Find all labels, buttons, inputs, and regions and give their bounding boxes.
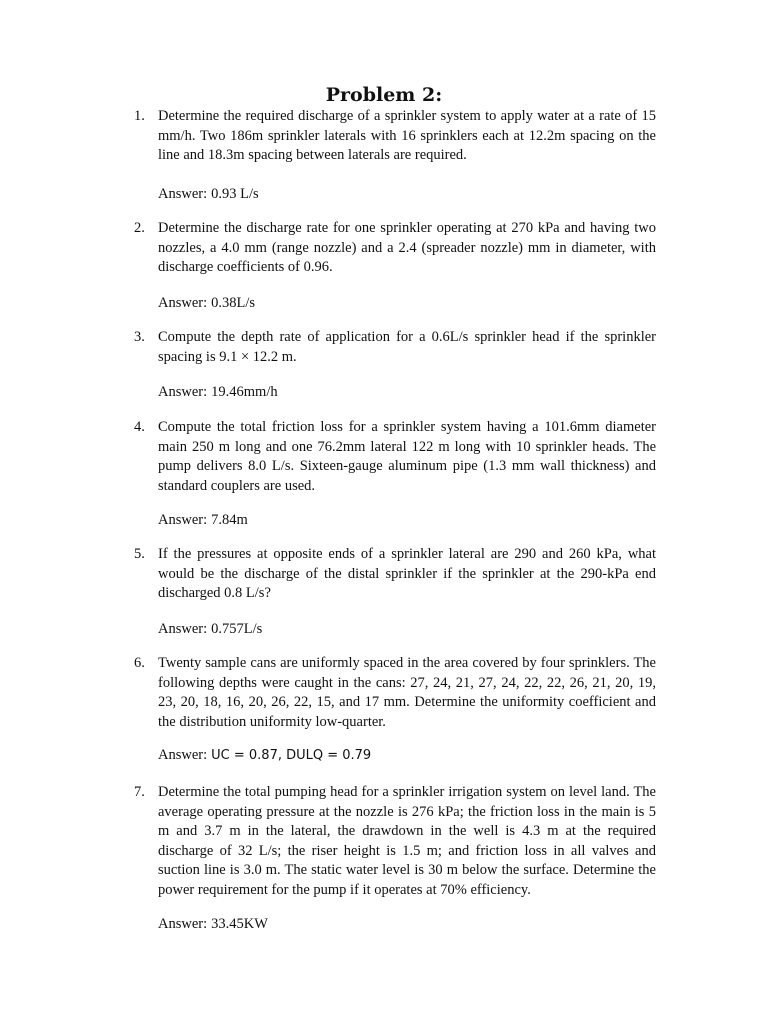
answer-value: 0.38L/s — [211, 295, 256, 311]
page-title: Problem 2: — [325, 84, 443, 106]
problem-text: Twenty sample cans are uniformly spaced in the area covered by four sprinklers. The following depths were caught in the cans: 27, 24, 21, 27, 24, 22, 22, 26, 21, 20, 19, 23, 20, 18, 16, 20, 26, 22, 15, and 17 mm. Determine the uniformity coefficient and the distribution uniformity low-quarter. — [158, 655, 656, 730]
problem-text: Compute the depth rate of application for a 0.6L/s sprinkler head if the sprinkler spacing is 9.1 × 12.2 m. — [158, 329, 656, 365]
answer-label: Answer: — [158, 916, 208, 932]
answer-label: Answer: — [158, 186, 208, 202]
answer-label: Answer: — [158, 621, 208, 637]
answer-value: UC = 0.87, DULQ = 0.79 — [211, 748, 372, 763]
problem-number: 1. — [134, 108, 145, 124]
problem-answer — [158, 383, 656, 403]
problem-answer — [158, 511, 656, 531]
problem-text: Determine the total pumping head for a sprinkler irrigation system on level land. The average operating pressure at the nozzle is 276 kPa; the friction loss in the main is 5 m and 3.7 m in the lateral, the drawdown in the well is 4.3 m at the required discharge of 32 L/s; the riser height is 1.5 m; and friction loss in all valves and suction line is 3.0 m. The static water level is 30 m below the surface. Determine the power requirement for the pump if it operates at 70% efficiency. — [158, 784, 656, 898]
problem-answer — [158, 915, 656, 935]
problem-number: 6. — [134, 655, 145, 671]
answer-value: 33.45KW — [211, 916, 268, 932]
problem-answer — [158, 185, 656, 205]
problem-text: Determine the discharge rate for one sprinkler operating at 270 kPa and having two nozzles, a 4.0 mm (range nozzle) and a 2.4 (spreader nozzle) mm in diameter, with discharge coefficients of 0.96. — [158, 220, 656, 275]
answer-value: 19.46mm/h — [211, 384, 278, 400]
answer-label: Answer: — [158, 295, 208, 311]
problem-number: 5. — [134, 546, 145, 562]
problem-text: Determine the required discharge of a sprinkler system to apply water at a rate of 15 mm/h. Two 186m sprinkler laterals with 16 sprinklers each at 12.2m spacing on the line and 18.3m spacing between laterals are required. — [158, 108, 656, 163]
answer-label: Answer: — [158, 384, 208, 400]
problem-number: 3. — [134, 329, 145, 345]
problem-number: 7. — [134, 784, 145, 800]
problem-text: If the pressures at opposite ends of a sprinkler lateral are 290 and 260 kPa, what would be the discharge of the distal sprinkler if the sprinkler at the 290-kPa end discharged 0.8 L/s? — [158, 546, 656, 601]
answer-value: 7.84m — [211, 512, 248, 528]
answer-value: 0.93 L/s — [211, 186, 259, 202]
problem-text: Compute the total friction loss for a sprinkler system having a 101.6mm diameter main 250 m long and one 76.2mm lateral 122 m long with 10 sprinkler heads. The pump delivers 8.0 L/s. Sixteen-gauge aluminum pipe (1.3 mm wall thickness) and standard couplers are used. — [158, 419, 656, 494]
problem-answer — [158, 294, 656, 314]
problem-number: 2. — [134, 220, 145, 236]
problem-number: 4. — [134, 419, 145, 435]
answer-label: Answer: — [158, 512, 208, 528]
answer-label: Answer: — [158, 747, 208, 763]
problem-answer — [158, 746, 656, 766]
answer-value: 0.757L/s — [211, 621, 263, 637]
problem-answer — [158, 620, 656, 640]
